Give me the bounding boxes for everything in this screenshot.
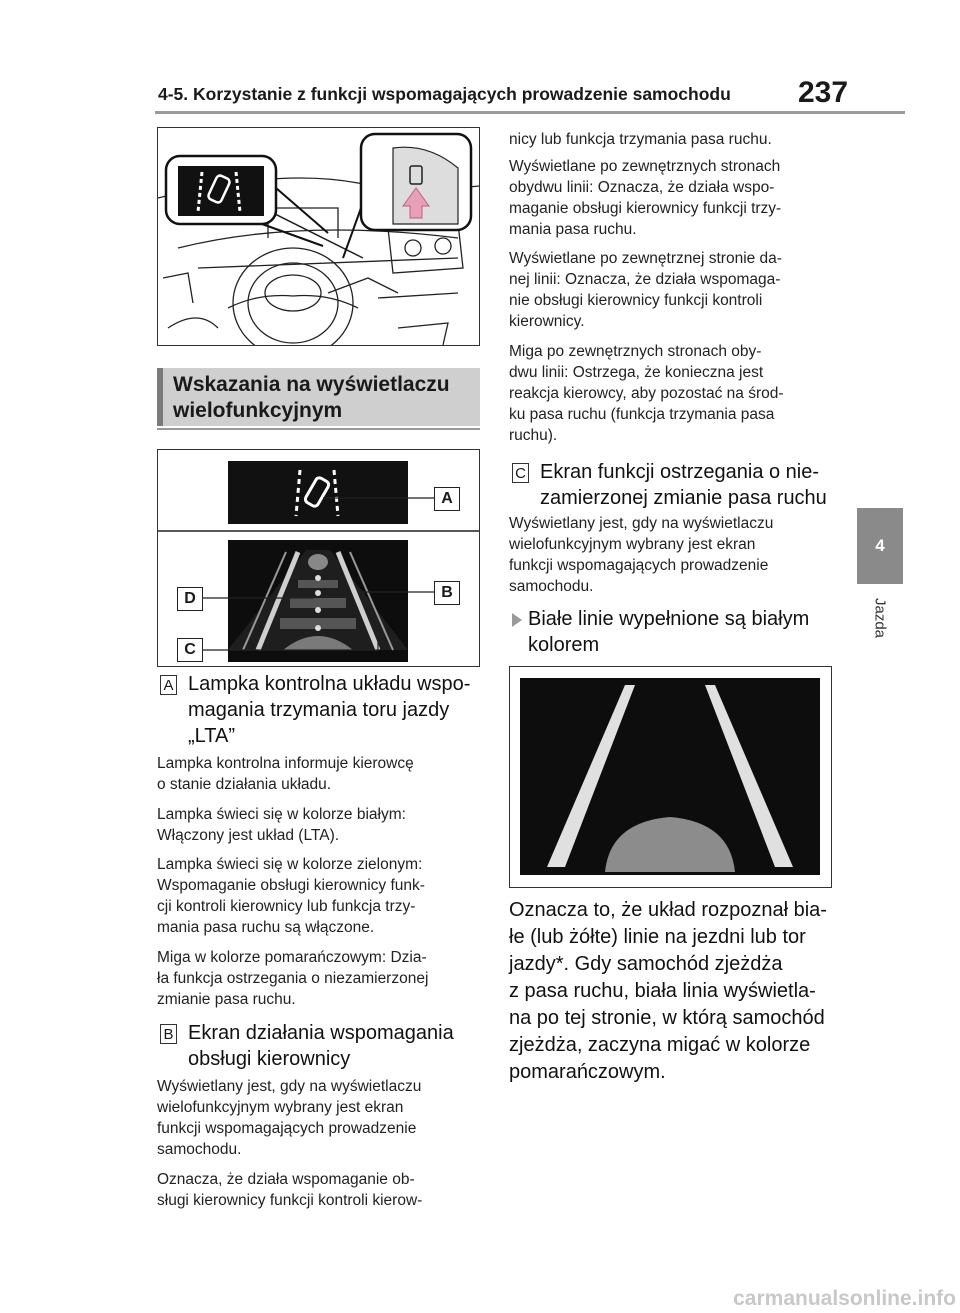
text-line: nicy lub funkcja trzymania pasa ruchu. — [509, 131, 772, 148]
text-line: Wyświetlany jest, gdy na wyświetlaczu — [157, 1078, 422, 1095]
display-illustration — [157, 449, 480, 667]
text-line: jazdy*. Gdy samochód zjeżdża — [509, 953, 783, 975]
right-para-3 — [509, 248, 782, 332]
section-heading-rule — [157, 428, 480, 430]
text-line: Lampka świeci się w kolorze zielonym: — [157, 856, 423, 873]
text-line: maganie obsługi kierownicy funkcji trzy- — [509, 200, 782, 217]
item-c-title-line: zamierzonej zmianie pasa ruchu — [540, 487, 827, 509]
text-line: ku pasa ruchu (funkcja trzymania pasa — [509, 406, 775, 423]
text-line: ruchu). — [509, 427, 558, 444]
item-b-para-1 — [157, 1076, 421, 1160]
bullet-title-line: Białe linie wypełnione są białym — [528, 608, 810, 630]
running-header: 4-5. Korzystanie z funkcji wspomagających prowadzenie samochodu — [158, 84, 731, 104]
text-line: samochodu. — [157, 1141, 242, 1158]
item-c-title — [540, 459, 827, 511]
item-c-title-line: Ekran funkcji ostrzegania o nie- — [540, 461, 820, 483]
bullet-title-line: kolorem — [528, 634, 600, 656]
text-line: zjeżdża, zaczyna migać w kolorze — [509, 1034, 811, 1056]
text-line: Wyświetlane po zewnętrznych stronach — [509, 158, 781, 175]
bullet-arrow-icon — [512, 613, 522, 627]
bullet-title — [528, 606, 809, 658]
item-a-para-3 — [157, 854, 425, 938]
text-line: wielofunkcyjnym wybrany jest ekran — [157, 1099, 404, 1116]
text-line: Miga po zewnętrznych stronach oby- — [509, 343, 762, 360]
item-b-title-line: Ekran działania wspomagania — [188, 1022, 454, 1044]
watermark: carmanualsonline.info — [733, 1287, 956, 1310]
callout-a: A — [434, 487, 460, 511]
callout-c: C — [177, 638, 203, 662]
item-c-badge: C — [512, 463, 529, 483]
text-line: pomarańczowym. — [509, 1061, 666, 1083]
right-para-4 — [509, 341, 784, 446]
item-b-para-2 — [157, 1169, 422, 1211]
text-line: Miga w kolorze pomarańczowym: Dzia- — [157, 949, 427, 966]
text-line: funkcji wspomagających prowadzenie — [509, 557, 769, 574]
item-a-title-line: „LTA” — [188, 725, 236, 747]
right-para-1 — [509, 129, 772, 150]
lane-lines-drawing — [510, 667, 831, 887]
display-drawing — [158, 450, 479, 666]
callout-b: B — [434, 581, 460, 605]
text-line: Wspomaganie obsługi kierownicy funk- — [157, 877, 425, 894]
text-line: łe (lub żółte) linie na jezdni lub tor — [509, 926, 806, 948]
chapter-label-text: Jazda — [871, 597, 889, 639]
text-line: Wyświetlany jest, gdy na wyświetlaczu — [509, 515, 774, 532]
text-line: Lampka świeci się w kolorze białym: — [157, 806, 406, 823]
text-line: reakcja kierowcy, aby pozostać na środ- — [509, 385, 784, 402]
item-a-para-4 — [157, 947, 428, 1010]
item-a-title-line: Lampka kontrolna układu wspo- — [188, 673, 471, 695]
page-number: 237 — [798, 76, 849, 109]
text-line: mania pasa ruchu są włączone. — [157, 919, 375, 936]
section-heading: Wskazania na wyświetlaczu wielofunkcyjnym — [157, 368, 480, 426]
text-line: na po tej stronie, w którą samochód — [509, 1007, 825, 1029]
text-line: Oznacza, że działa wspomaganie ob- — [157, 1171, 415, 1188]
callout-d: D — [177, 587, 203, 611]
dashboard-illustration — [157, 127, 480, 346]
chapter-tab: 4 — [857, 508, 903, 584]
text-line: dwu linii: Ostrzega, że konieczna jest — [509, 364, 764, 381]
text-line: mania pasa ruchu. — [509, 221, 637, 238]
item-c-para — [509, 513, 773, 597]
text-line: obydwu linii: Oznacza, że działa wspo- — [509, 179, 775, 196]
text-line: ła funkcja ostrzegania o niezamierzonej — [157, 970, 429, 987]
text-line: cji kontroli kierownicy lub funkcja trzy- — [157, 898, 416, 915]
text-line: nej linii: Oznacza, że działa wspomaga- — [509, 271, 781, 288]
item-a-title — [188, 671, 470, 749]
item-a-para-2 — [157, 804, 406, 846]
item-b-title — [188, 1020, 454, 1072]
text-line: Oznacza to, że układ rozpoznał bia- — [509, 899, 827, 921]
text-line: Włączony jest układ (LTA). — [157, 827, 340, 844]
item-a-badge: A — [160, 675, 177, 695]
text-line: z pasa ruchu, biała linia wyświetla- — [509, 980, 816, 1002]
item-a-title-line: magania trzymania toru jazdy — [188, 699, 450, 721]
chapter-tab-label — [857, 590, 903, 650]
text-line: samochodu. — [509, 578, 594, 595]
item-b-badge: B — [160, 1024, 177, 1044]
final-paragraph — [509, 897, 827, 1086]
text-line: wielofunkcyjnym wybrany jest ekran — [509, 536, 756, 553]
text-line: funkcji wspomagających prowadzenie — [157, 1120, 417, 1137]
text-line: Wyświetlane po zewnętrznej stronie da- — [509, 250, 782, 267]
text-line: zmianie pasa ruchu. — [157, 991, 296, 1008]
text-line: Lampka kontrolna informuje kierowcę — [157, 755, 414, 772]
text-line: kierownicy. — [509, 313, 585, 330]
text-line: nie obsługi kierownicy funkcji kontroli — [509, 292, 763, 309]
text-line: o stanie działania układu. — [157, 776, 332, 793]
item-a-para-1 — [157, 753, 414, 795]
item-b-title-line: obsługi kierownicy — [188, 1048, 351, 1070]
text-line: sługi kierownicy funkcji kontroli kierow- — [157, 1192, 423, 1209]
right-para-2 — [509, 156, 781, 240]
header-rule — [155, 111, 905, 114]
lane-lines-illustration — [509, 666, 832, 888]
dashboard-drawing — [158, 128, 479, 345]
